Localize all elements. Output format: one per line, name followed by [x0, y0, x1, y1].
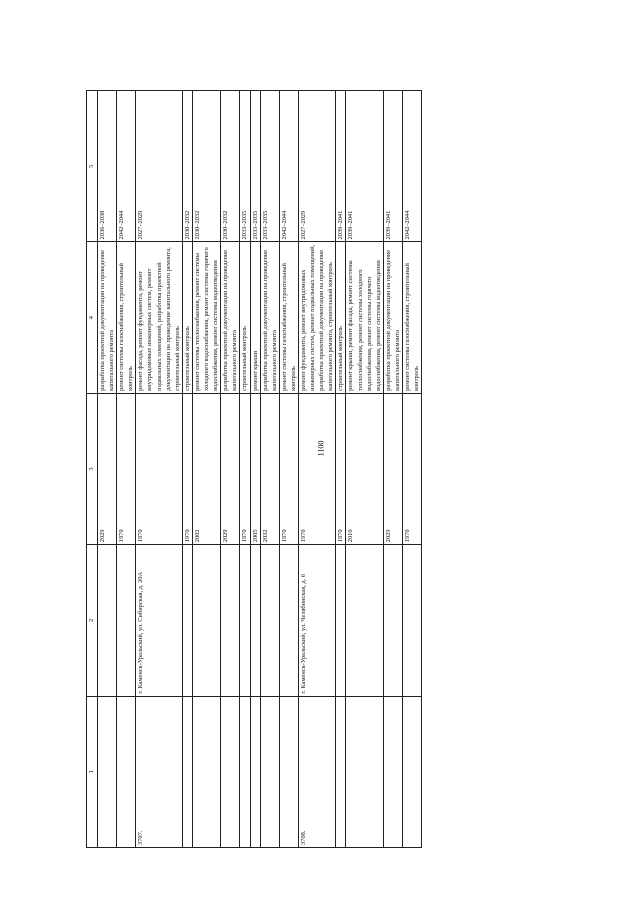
work-cell: ремонт системы газоснабжения, строительный контроль: [279, 242, 298, 393]
year-cell: 1970: [336, 393, 346, 544]
number-cell: [182, 696, 192, 847]
table-row: [383, 91, 402, 848]
table-row: [240, 91, 250, 848]
address-cell: [98, 545, 117, 696]
address-cell: [117, 545, 136, 696]
number-cell: [336, 696, 346, 847]
number-cell: [346, 696, 383, 847]
period-cell: 2036–2038: [98, 91, 117, 242]
table-row: [279, 91, 298, 848]
number-cell: [240, 696, 250, 847]
table-row: [298, 91, 335, 848]
number-cell: 3708.: [298, 696, 335, 847]
work-cell: ремонт фасада, ремонт фундамента, ремонт внутридомовых инженерных систем, ремонт подвальных помещений, разработка проектной документации на проведение капитального ремонта, строительный контроль: [136, 242, 182, 393]
work-cell: ремонт системы газоснабжения, строительный контроль: [403, 242, 422, 393]
period-cell: 2027–2029: [136, 91, 182, 242]
address-cell: [403, 545, 422, 696]
header-cell: 3: [87, 393, 98, 544]
year-cell: 2029: [383, 393, 402, 544]
work-cell: разработка проектной документации на проведение капитального ремонта: [98, 242, 117, 393]
number-cell: [192, 696, 220, 847]
schedule-table: [86, 90, 422, 848]
period-cell: 2027–2029: [298, 91, 335, 242]
header-cell: 4: [87, 242, 98, 393]
table-row: [403, 91, 422, 848]
header-row: [87, 91, 98, 848]
work-cell: ремонт крыши: [250, 242, 260, 393]
address-cell: [250, 545, 260, 696]
period-cell: 2042–2044: [403, 91, 422, 242]
period-cell: 2030–2032: [221, 91, 240, 242]
address-cell: г. Каменск-Уральский, ул. Сибирская, д. 20А: [136, 545, 182, 696]
work-cell: разработка проектной документации на проведение капитального ремонта: [383, 242, 402, 393]
year-cell: 1970: [403, 393, 422, 544]
table-row: [221, 91, 240, 848]
table-row: [182, 91, 192, 848]
work-cell: строительный контроль: [336, 242, 346, 393]
work-cell: ремонт системы теплоснабжения, ремонт системы холодного водоснабжения, ремонт системы горячего водоснабжения, ремонт системы водоотведения: [192, 242, 220, 393]
year-cell: 1970: [136, 393, 182, 544]
address-cell: [240, 545, 250, 696]
address-cell: [383, 545, 402, 696]
table-row: [136, 91, 182, 848]
address-cell: [221, 545, 240, 696]
year-cell: 2029: [221, 393, 240, 544]
period-cell: 2033–2035: [240, 91, 250, 242]
page-number: 1100: [316, 440, 326, 457]
header-cell: 2: [87, 545, 98, 696]
year-cell: 2032: [260, 393, 279, 544]
number-cell: [383, 696, 402, 847]
year-cell: 1970: [182, 393, 192, 544]
year-cell: 1970: [240, 393, 250, 544]
number-cell: [279, 696, 298, 847]
period-cell: 2042–2044: [279, 91, 298, 242]
address-cell: [192, 545, 220, 696]
table-row: [336, 91, 346, 848]
number-cell: [117, 696, 136, 847]
header-cell: 5: [87, 91, 98, 242]
work-cell: разработка проектной документации на проведение капитального ремонта: [221, 242, 240, 393]
year-cell: 2005: [250, 393, 260, 544]
year-cell: 1970: [279, 393, 298, 544]
period-cell: 2039–2041: [383, 91, 402, 242]
address-cell: [336, 545, 346, 696]
number-cell: 3707.: [136, 696, 182, 847]
address-cell: [279, 545, 298, 696]
table-row: [260, 91, 279, 848]
work-cell: строительный контроль: [240, 242, 250, 393]
year-cell: 1970: [117, 393, 136, 544]
table-row: [250, 91, 260, 848]
period-cell: 2039–2041: [346, 91, 383, 242]
number-cell: [221, 696, 240, 847]
table-body: [98, 91, 422, 848]
work-cell: ремонт крыши, ремонт фасада, ремонт системы теплоснабжения, ремонт системы холодного водоснабжения, ремонт системы горячего водоснабжения, ремонт системы водоотведения: [346, 242, 383, 393]
address-cell: [260, 545, 279, 696]
table-row: [117, 91, 136, 848]
number-cell: [250, 696, 260, 847]
work-cell: ремонт фундамента, ремонт внутридомовых инженерных систем, ремонт подвальных помещений, разработка проектной документации на проведение капитального ремонта, строительный контроль: [298, 242, 335, 393]
work-cell: ремонт системы газоснабжения, строительный контроль: [117, 242, 136, 393]
header-cell: 1: [87, 696, 98, 847]
work-cell: разработка проектной документации на проведение капитального ремонта: [260, 242, 279, 393]
table-row: [192, 91, 220, 848]
address-cell: [346, 545, 383, 696]
table-row: [98, 91, 117, 848]
year-cell: 2010: [346, 393, 383, 544]
address-cell: г. Каменск-Уральский, ул. Челябинская, д. 6: [298, 545, 335, 696]
number-cell: [403, 696, 422, 847]
table-row: [346, 91, 383, 848]
period-cell: 2030–2032: [192, 91, 220, 242]
rotated-page: [86, 90, 634, 848]
year-cell: 1970: [298, 393, 335, 544]
period-cell: 2039–2041: [336, 91, 346, 242]
year-cell: 2029: [98, 393, 117, 544]
year-cell: 2002: [192, 393, 220, 544]
period-cell: 2033–2035: [260, 91, 279, 242]
address-cell: [182, 545, 192, 696]
number-cell: [98, 696, 117, 847]
number-cell: [260, 696, 279, 847]
period-cell: 2042–2044: [117, 91, 136, 242]
work-cell: строительный контроль: [182, 242, 192, 393]
period-cell: 2030–2032: [182, 91, 192, 242]
period-cell: 2033–2035: [250, 91, 260, 242]
